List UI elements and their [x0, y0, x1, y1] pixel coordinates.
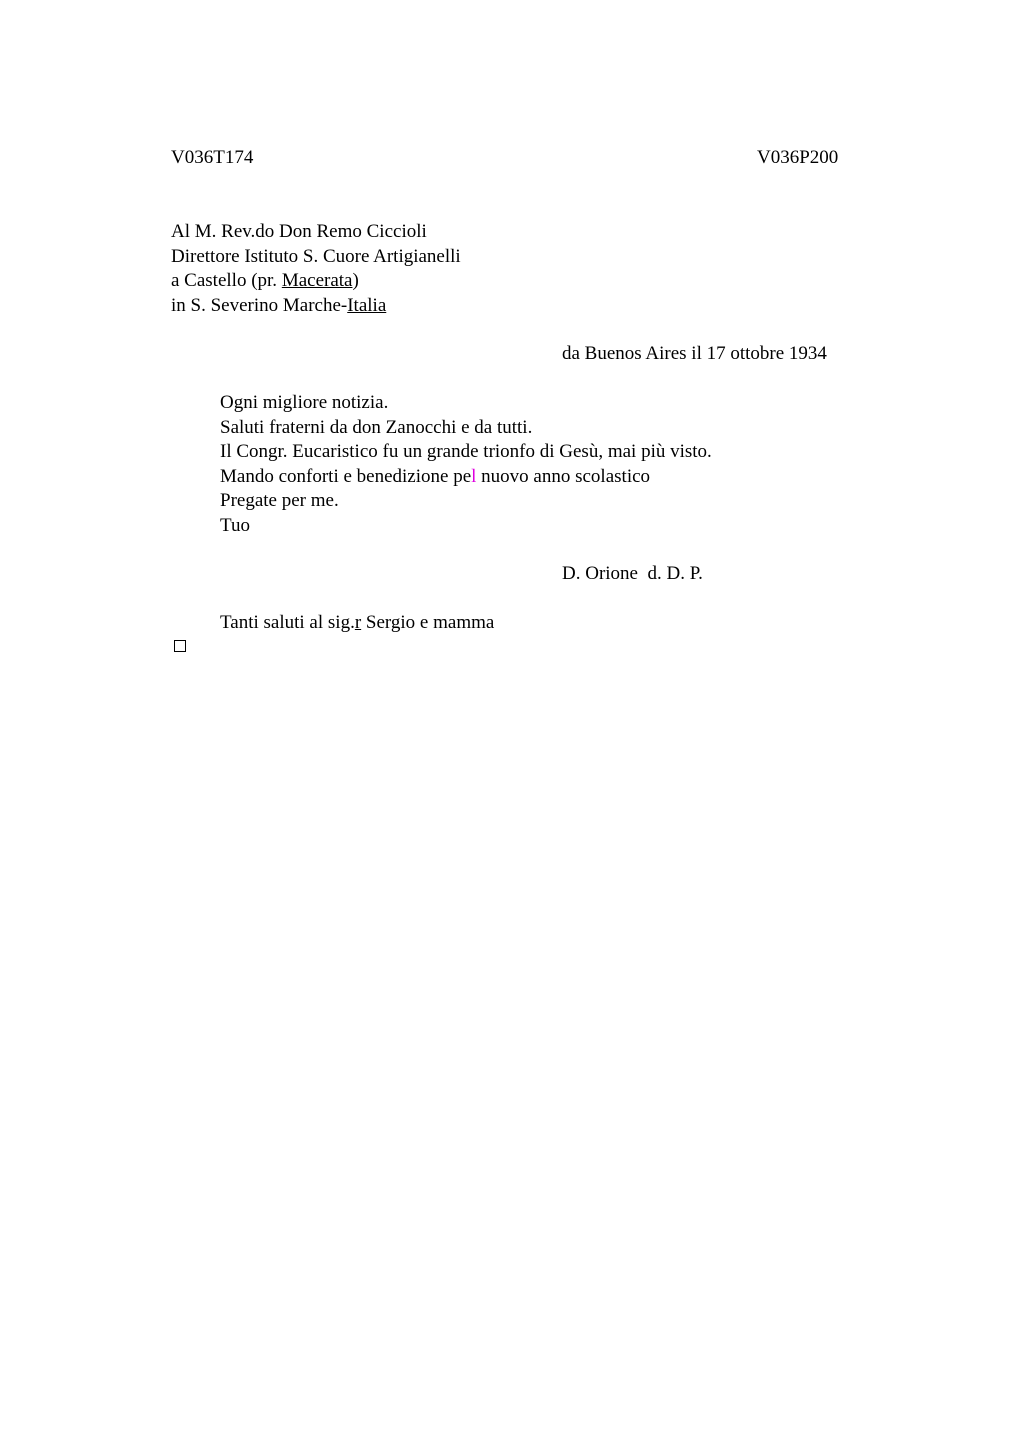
address-line-3-text: a Castello (pr. — [171, 270, 282, 291]
letter-body — [220, 391, 712, 538]
signature: D. Orione d. D. P. — [562, 563, 703, 584]
body-line-4-post: nuovo anno scolastico — [476, 465, 651, 487]
body-line-4-highlight: l — [471, 465, 477, 487]
address-block — [171, 220, 461, 318]
body-line-2: Saluti fraterni da don Zanocchi e da tutti. — [220, 416, 533, 438]
document-code-left: V036T174 — [171, 147, 254, 168]
address-country-underlined: Italia — [347, 294, 387, 316]
address-city-underlined: Macerata — [281, 270, 353, 291]
body-line-4-pre: Mando conforti e benedizione pe — [220, 465, 472, 487]
body-line-1: Ogni migliore notizia. — [220, 392, 389, 413]
body-line-6: Tuo — [220, 514, 250, 536]
address-line-4 — [171, 294, 461, 319]
address-line-1: Al M. Rev.do Don Remo Ciccioli — [171, 221, 427, 242]
body-line-3: Il Congr. Eucaristico fu un grande trionfo di Gesù, mai più visto. — [220, 441, 712, 462]
address-line-3-close: ) — [352, 270, 359, 291]
body-line-5: Pregate per me. — [220, 490, 339, 511]
postscript — [220, 611, 494, 635]
dateline: da Buenos Aires il 17 ottobre 1934 — [562, 343, 827, 364]
postscript-post: Sergio e mamma — [361, 612, 495, 633]
document-code-right: V036P200 — [757, 147, 839, 168]
address-line-2: Direttore Istituto S. Cuore Artigianelli — [171, 245, 461, 267]
postscript-pre: Tanti saluti al sig. — [220, 612, 355, 633]
postscript-underlined: r — [354, 612, 362, 633]
empty-square-icon — [174, 640, 186, 652]
address-line-3 — [171, 269, 461, 294]
body-line-4 — [220, 465, 712, 490]
address-line-4-text: in S. Severino Marche- — [171, 294, 348, 316]
